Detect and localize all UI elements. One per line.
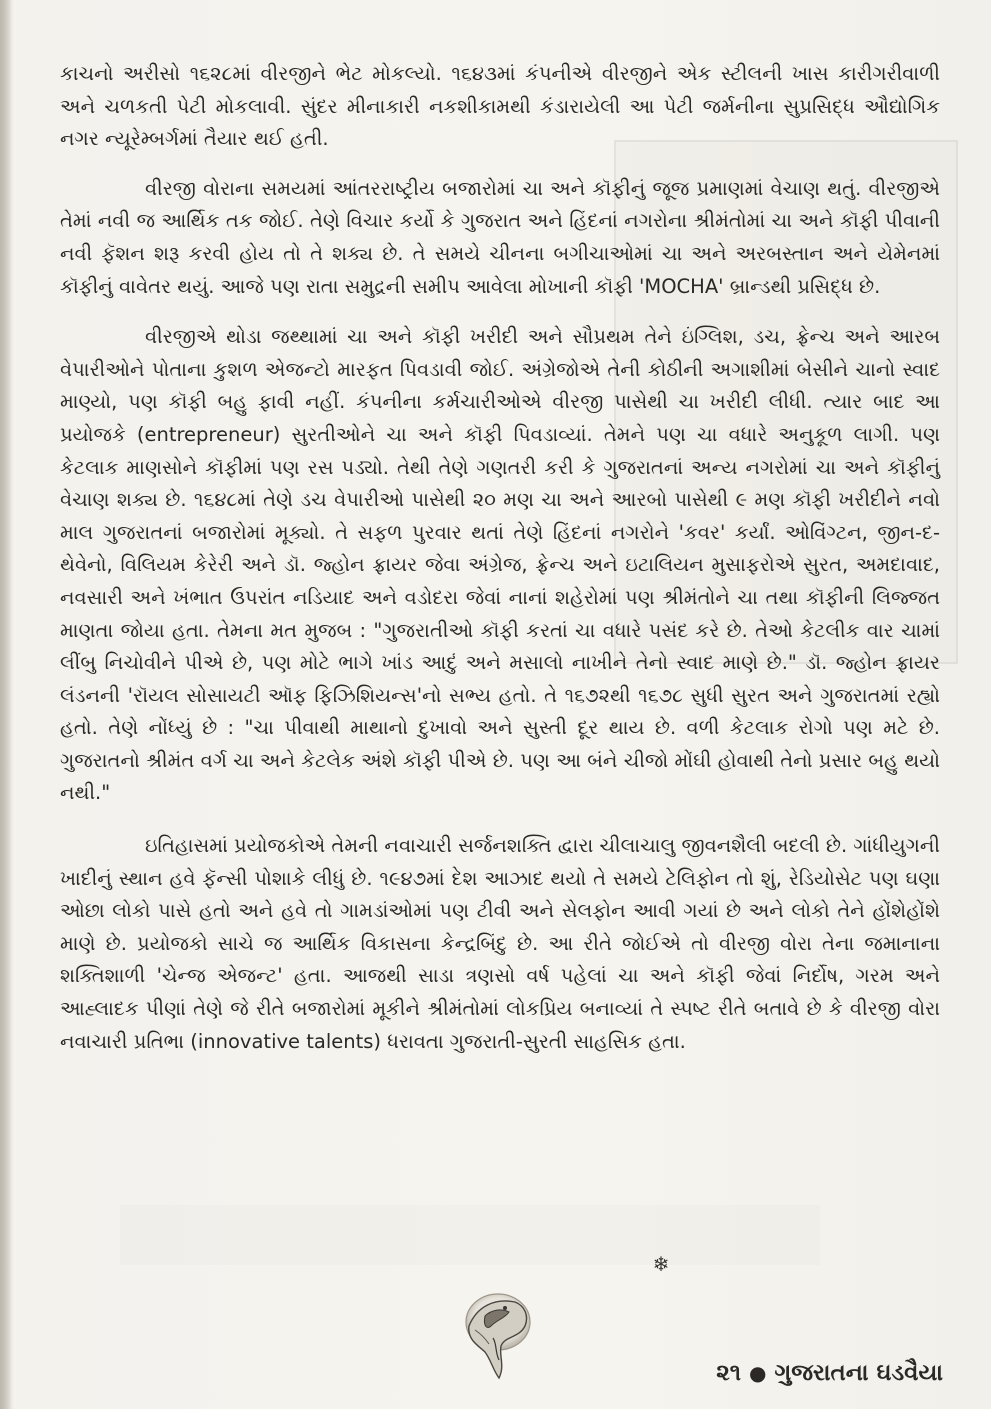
footer-separator: ● <box>748 1361 767 1385</box>
body-text <box>60 58 940 1058</box>
book-title: ગુજરાતના ઘડવૈયા <box>774 1360 943 1386</box>
page-number: ૨૧ <box>716 1360 741 1386</box>
paragraph-tea-coffee-trade: વીરજી વોરાના સમયમાં આંતરરાષ્ટ્રીય બજારોમાં ચા અને કૉફીનું જૂજ પ્રમાણમાં વેચાણ થતું. વીરજીએ તેમાં નવી જ આર્થિક તક જોઈ. તેણે વિચાર કર્યો કે ગુજરાત અને હિંદનાં નગરોના શ્રીમંતોમાં ચા અને કૉફી પીવાની નવી ફૅશન શરૂ કરવી હોય તો તે શક્ય છે. તે સમયે ચીનના બગીચાઓમાં ચા અને અરબસ્તાન અને યેમેનમાં કૉફીનું વાવેતર થયું. આજે પણ રાતા સમુદ્રની સમીપ આવેલા મોખાની કૉફી 'MOCHA' બ્રાન્ડથી પ્રસિદ્ધ છે. <box>60 176 940 298</box>
gujarat-map-emblem-icon <box>455 1286 541 1386</box>
section-ornament: ❄ <box>652 1252 670 1276</box>
page-footer <box>716 1353 943 1393</box>
bleed-through-shadow-bottom <box>120 1205 820 1265</box>
paragraph-virji-introduction: વીરજીએ થોડા જથ્થામાં ચા અને કૉફી ખરીદી અને સૌપ્રથમ તેને ઇંગ્લિશ, ડચ, ફ્રેન્ચ અને આરબ વેપારીઓને પોતાના કુશળ એજન્ટો મારફત પિવડાવી જોઈ. અંગ્રેજોએ તેની કોઠીની અગાશીમાં બેસીને ચાનો સ્વાદ માણ્યો, પણ કૉફી બહુ ફાવી નહીં. કંપનીના કર્મચારીઓએ વીરજી પાસેથી ચા ખરીદી લીધી. ત્યાર બાદ આ પ્રયોજકે (entrepreneur) સુરતીઓને ચા અને કૉફી પિવડાવ્યાં. તેમને પણ ચા વધારે અનુકૂળ લાગી. પણ કેટલાક માણસોને કૉફીમાં પણ રસ પડ્યો. તેથી તેણે ગણતરી કરી કે ગુજરાતનાં અન્ય નગરોમાં ચા અને કૉફીનું વેચાણ શક્ય છે. ૧૬૪૮માં તેણે ડચ વેપારીઓ પાસેથી ૨૦ મણ ચા અને આરબો પાસેથી ૯ મણ કૉફી ખરીદીને નવો માલ ગુજરાતનાં બજારોમાં મૂક્યો. તે સફળ પુરવાર થતાં તેણે હિંદનાં નગરોને 'કવર' કર્યાં. ઓવિંગ્ટન, જીન-દ-થેવેનો, વિલિયમ કેરેરી અને ડૉ. જ્હોન ફ્રાયર જેવા અંગ્રેજ, ફ્રેન્ચ અને ઇટાલિયન મુસાફરોએ સુરત, અમદાવાદ, નવસારી અને ખંભાત ઉપરાંત નડિયાદ અને વડોદરા જેવાં નાનાં શહેરોમાં પણ શ્રીમંતોને ચા તથા કૉફીની લિજ્જત માણતા જોયા હતા. તેમના મત મુજબ : "ગુજરાતીઓ કૉફી કરતાં ચા વધારે પસંદ કરે છે. તેઓ કેટલીક વાર ચામાં લીંબુ નિચોવીને પીએ છે, પણ મોટે ભાગે ખાંડ આદું અને મસાલો નાખીને તેનો સ્વાદ માણે છે." ડૉ. જ્હોન ફ્રાયર લંડનની 'રૉયલ સોસાયટી ઑફ ફિઝિશિયન્સ'નો સભ્ય હતો. તે ૧૬૭૨થી ૧૬૭૮ સુધી સુરત અને ગુજરાતમાં રહ્યો હતો. તેણે નોંધ્યું છે : "ચા પીવાથી માથાનો દુખાવો અને સુસ્તી દૂર થાય છે. વળી કેટલાક રોગો પણ મટે છે. ગુજરાતનો શ્રીમંત વર્ગ ચા અને કેટલેક અંશે કૉફી પીએ છે. પણ આ બંને ચીજો મોંઘી હોવાથી તેનો પ્રસાર બહુ થયો નથી." <box>60 325 940 805</box>
paragraph-continuation: કાચનો અરીસો ૧૬૨૮માં વીરજીને ભેટ મોકલ્યો. ૧૬૪૩માં કંપનીએ વીરજીને એક સ્ટીલની ખાસ કારીગરીવાળી અને ચળકતી પેટી મોકલાવી. સુંદર મીનાકારી નકશીકામથી કંડારાયેલી આ પેટી જર્મનીના સુપ્રસિદ્ધ ઔદ્યોગિક નગર ન્યૂરેમ્બર્ગમાં તૈયાર થઈ હતી. <box>60 62 940 151</box>
paragraph-entrepreneurs-history: ઇતિહાસમાં પ્રયોજકોએ તેમની નવાચારી સર્જનશક્તિ દ્વારા ચીલાચાલુ જીવનશૈલી બદલી છે. ગાંધીયુગની ખાદીનું સ્થાન હવે ફૅન્સી પોશાકે લીધું છે. ૧૯૪૭માં દેશ આઝાદ થયો તે સમયે ટેલિફોન તો શું, રેડિયોસેટ પણ ઘણા ઓછા લોકો પાસે હતો અને હવે તો ગામડાંઓમાં પણ ટીવી અને સેલફોન આવી ગયાં છે અને લોકો તેને હોંશેહોંશે માણે છે. પ્રયોજકો સાચે જ આર્થિક વિકાસના કેન્દ્રબિંદુ છે. આ રીતે જોઈએ તો વીરજી વોરા તેના જમાનાના શક્તિશાળી 'ચેન્જ એજન્ટ' હતા. આજથી સાડા ત્રણસો વર્ષ પહેલાં ચા અને કૉફી જેવાં નિર્દોષ, ગરમ અને આહ્લાદક પીણાં તેણે જે રીતે બજારોમાં મૂકીને શ્રીમંતોમાં લોકપ્રિય બનાવ્યાં તે સ્પષ્ટ રીતે બતાવે છે કે વીરજી વોરા નવાચારી પ્રતિભા (innovative talents) ધરાવતા ગુજરાતી-સુરતી સાહસિક હતા. <box>60 834 940 1053</box>
spine-shadow <box>0 0 12 1409</box>
